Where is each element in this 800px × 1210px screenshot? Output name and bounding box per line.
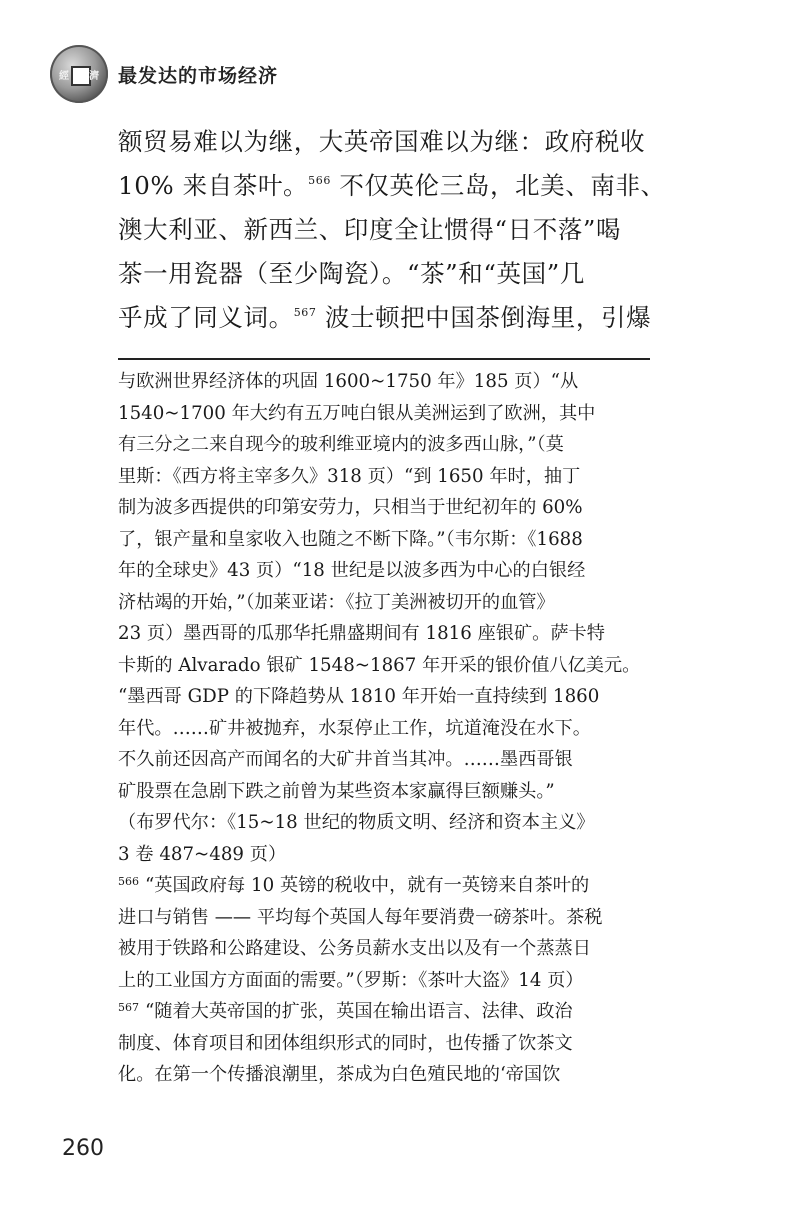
body-line [118, 120, 678, 164]
coin-glyph-left: 經 [59, 71, 69, 82]
footnote-line: 卡斯的 Alvarado 银矿 1548~1867 年开采的银价值八亿美元。 [118, 654, 641, 676]
footnote-line: 23 页）墨西哥的瓜那华托鼎盛期间有 1816 座银矿。萨卡特 [118, 623, 605, 644]
footnote-line: 里斯：《西方将主宰多久》318 页）“到 1650 年时，抽丁 [118, 465, 581, 487]
body-text [118, 120, 678, 340]
header-title: 最发达的市场经济 [118, 64, 279, 87]
footnote-line: 被用于铁路和公路建设、公务员薪水支出以及有一个蒸蒸日 [118, 938, 591, 959]
footnote-line: （布罗代尔：《15~18 世纪的物质文明、经济和资本主义》 [118, 812, 595, 833]
footnote-line: 了，银产量和皇家收入也随之不断下降。”（韦尔斯：《1688 [118, 528, 583, 550]
body-line-text: 波士顿把中国茶倒海里，引爆 [316, 303, 652, 332]
footnote-ref-567[interactable]: 567 [293, 306, 317, 319]
footnote-line: 不久前还因高产而闻名的大矿井首当其冲。……墨西哥银 [118, 749, 573, 770]
footnote-line: 3 卷 487~489 页） [118, 843, 287, 865]
footnotes [118, 366, 678, 1091]
footnote-line: 制度、体育项目和团体组织形式的同时，也传播了饮茶文 [118, 1032, 573, 1054]
footnote-566 [118, 870, 678, 902]
body-line [118, 164, 678, 208]
footnote-number: 566 [118, 875, 139, 888]
footnote-567 [118, 996, 678, 1028]
body-line-text: 澳大利亚、新西兰、印度全让惯得“日不落”喝 [118, 215, 622, 244]
footnote-line: 1540~1700 年大约有五万吨白银从美洲运到了欧洲，其中 [118, 402, 596, 424]
body-line [118, 252, 678, 296]
coin-square-hole [71, 66, 91, 86]
coin-glyph-right: 濟 [89, 71, 99, 82]
body-line-text: 茶一用瓷器（至少陶瓷）。“茶”和“英国”几 [118, 259, 585, 288]
body-line-text: 额贸易难以为继，大英帝国难以为继：政府税收 [118, 127, 646, 156]
footnote-line: 有三分之二来自现今的玻利维亚境内的波多西山脉，”（莫 [118, 434, 564, 455]
footnote-ref-566[interactable]: 566 [308, 174, 331, 187]
footnote-divider [118, 358, 650, 360]
page-number: 260 [62, 1136, 104, 1161]
body-line-text: 不仅英伦三岛，北美、南非、 [330, 171, 666, 200]
footnote-line: “墨西哥 GDP 的下降趋势从 1810 年开始一直持续到 1860 [118, 686, 600, 707]
body-line [118, 208, 678, 252]
footnote-line: “英国政府每 10 英镑的税收中，就有一英镑来自茶叶的 [145, 875, 590, 896]
footnote-line: 济枯竭的开始，”（加莱亚诺：《拉丁美洲被切开的血管》 [118, 591, 555, 613]
footnote-line: 年代。……矿井被抛弃，水泵停止工作，坑道淹没在水下。 [118, 717, 591, 739]
footnote-line: 化。在第一个传播浪潮里，茶成为白色殖民地的‘帝国饮 [118, 1064, 561, 1085]
footnote-line: “随着大英帝国的扩张，英国在输出语言、法律、政治 [145, 1001, 573, 1022]
footnote-line: 年的全球史》43 页）“18 世纪是以波多西为中心的白银经 [118, 560, 586, 581]
footnote-line: 制为波多西提供的印第安劳力，只相当于世纪初年的 60% [118, 497, 583, 518]
footnote-line: 矿股票在急剧下跌之前曾为某些资本家赢得巨额赚头。” [118, 780, 555, 802]
footnote-line: 上的工业国方方面面的需要。”（罗斯：《茶叶大盗》14 页） [118, 969, 584, 991]
footnote-line: 与欧洲世界经济体的巩固 1600~1750 年》185 页）“从 [118, 371, 579, 392]
footnote-number: 567 [118, 1001, 139, 1014]
body-line [118, 296, 678, 340]
footnote-line: 进口与销售 —— 平均每个英国人每年要消费一磅茶叶。茶税 [118, 906, 603, 928]
body-line-text: 乎成了同义词。 [118, 303, 294, 332]
coin-logo-icon [50, 45, 108, 103]
running-header [50, 42, 278, 106]
body-line-text: 10% 来自茶叶。 [118, 171, 309, 200]
